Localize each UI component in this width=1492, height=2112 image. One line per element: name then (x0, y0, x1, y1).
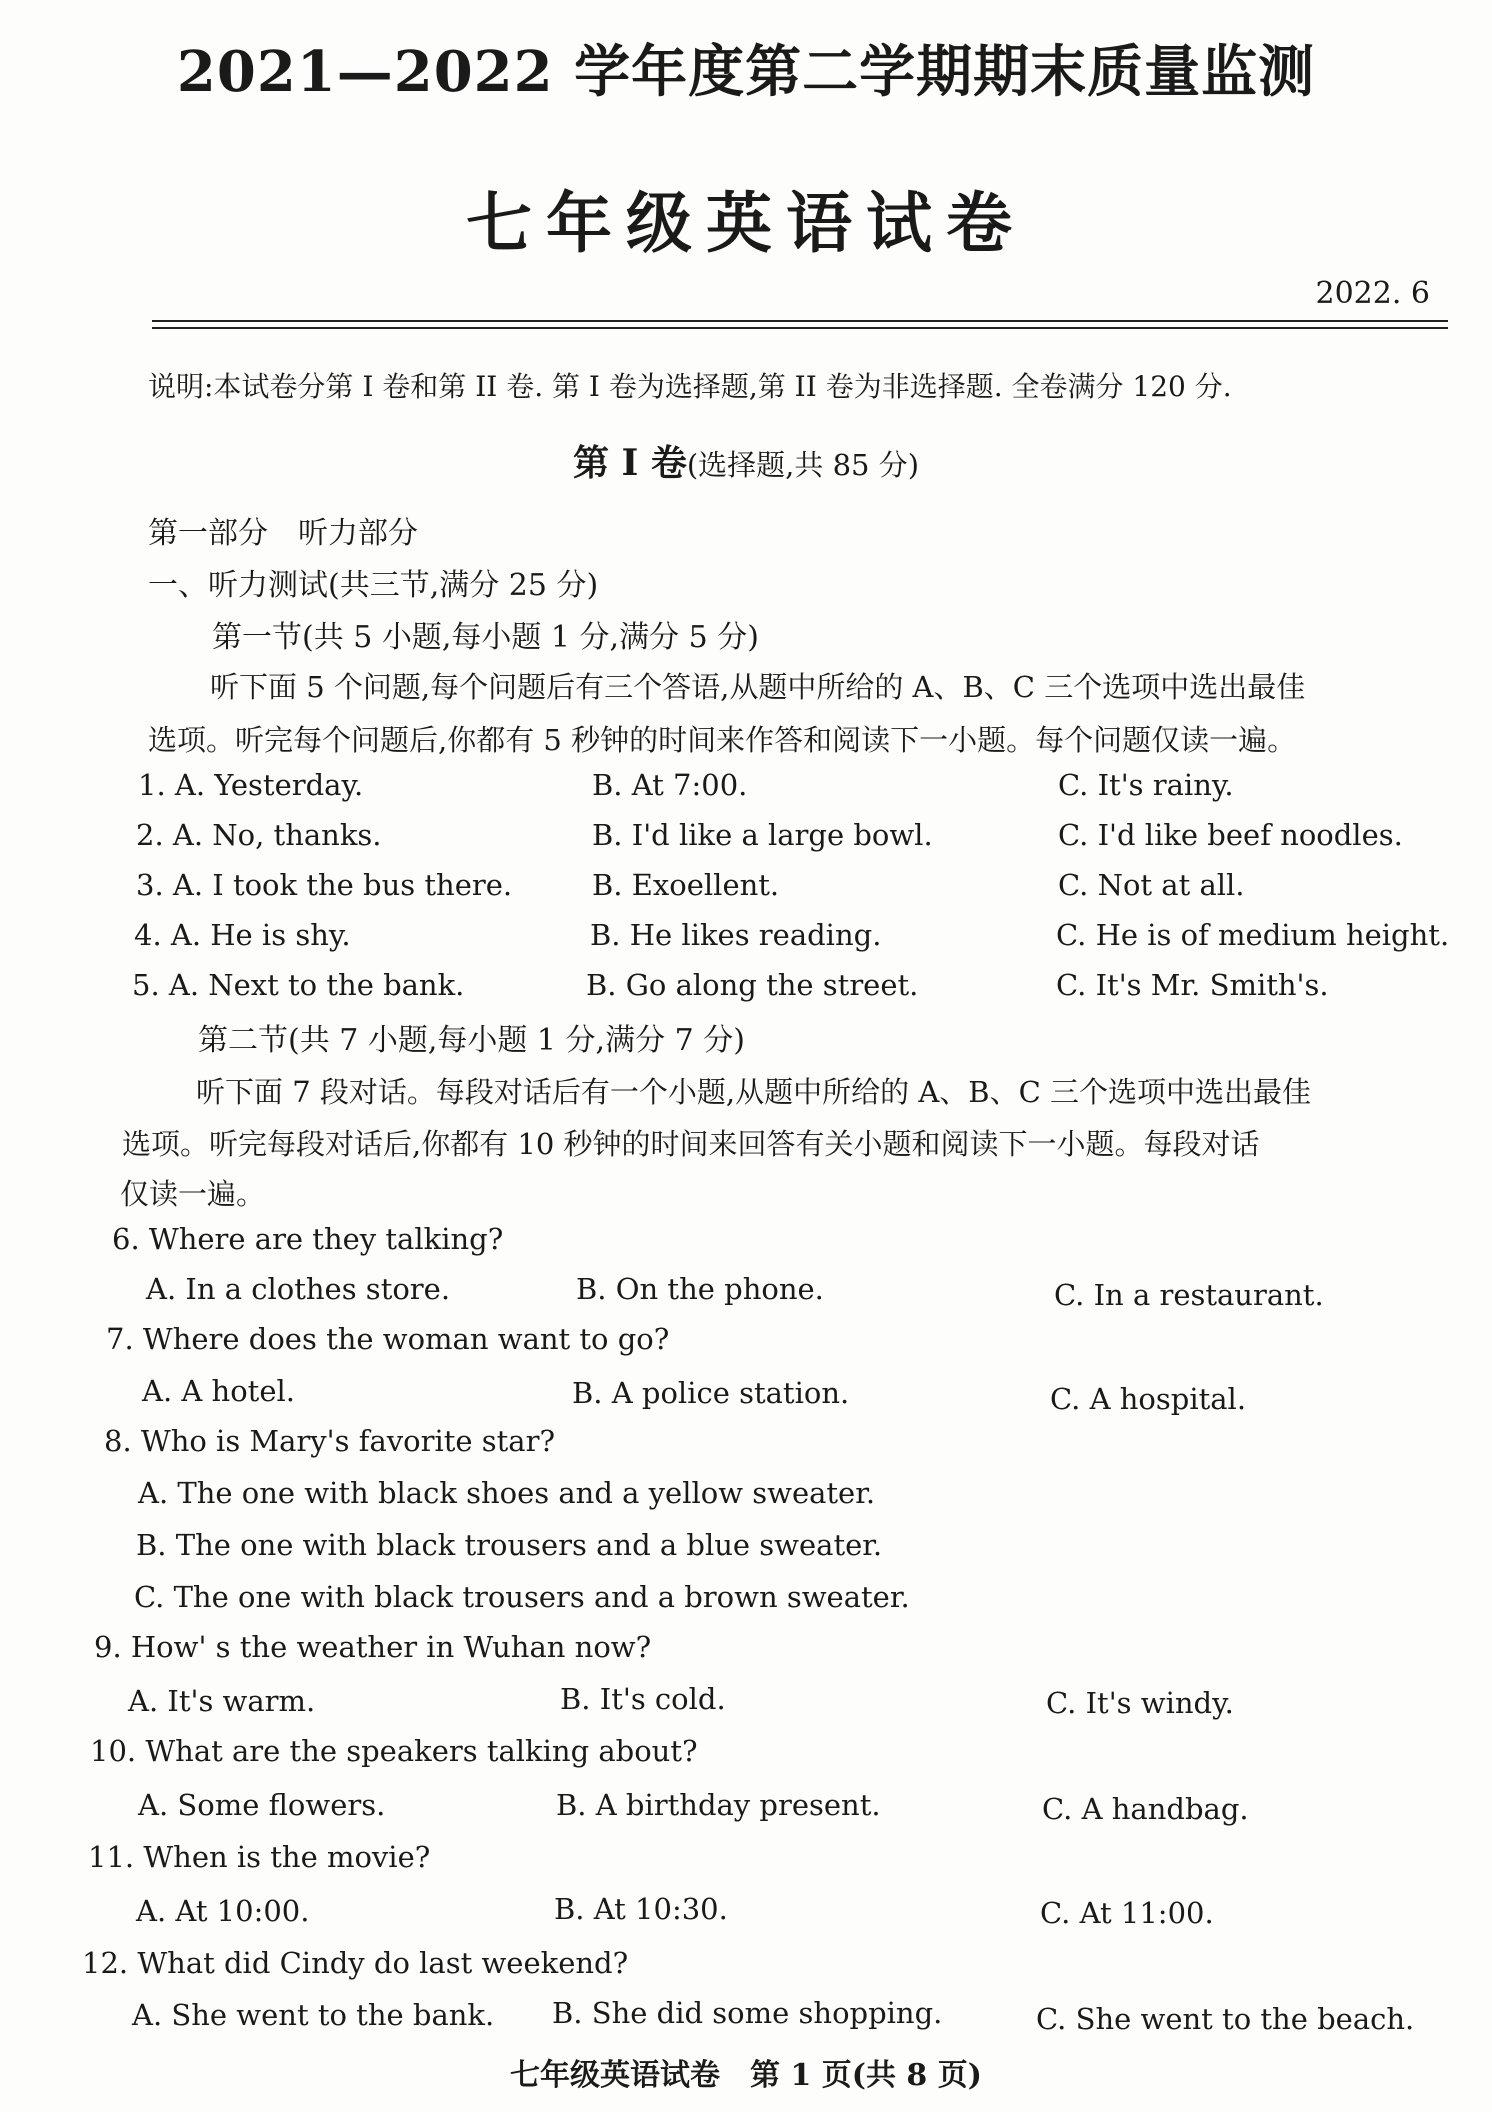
q3-option-a: 3. A. I took the bus there. (136, 868, 513, 902)
q10-option-b: B. A birthday present. (556, 1788, 881, 1822)
header-rule-top (152, 320, 1448, 322)
q2-option-a: 2. A. No, thanks. (136, 818, 382, 852)
header-rule-bottom (152, 327, 1448, 329)
q7-option-a: A. A hotel. (142, 1374, 295, 1408)
section-title: 第 I 卷 (572, 442, 687, 484)
exam-date: 2022. 6 (1315, 276, 1430, 311)
instructions: 说明:本试卷分第 I 卷和第 II 卷. 第 I 卷为选择题,第 II 卷为非选择题. 全卷满分 120 分. (148, 370, 1232, 403)
q8-option-c: C. The one with black trousers and a brown sweater. (134, 1580, 910, 1614)
q1-option-b: B. At 7:00. (592, 768, 748, 802)
q6-question: 6. Where are they talking? (112, 1222, 504, 1256)
q4-option-b: B. He likes reading. (590, 918, 882, 952)
q1-option-c: C. It's rainy. (1058, 768, 1234, 802)
q12-question: 12. What did Cindy do last weekend? (82, 1946, 629, 1980)
q8-option-b: B. The one with black trousers and a blue sweater. (136, 1528, 883, 1562)
q9-option-a: A. It's warm. (128, 1684, 316, 1718)
q10-option-c: C. A handbag. (1042, 1792, 1249, 1826)
section2-title: 第二节(共 7 小题,每小题 1 分,满分 7 分) (198, 1023, 745, 1058)
q7-option-c: C. A hospital. (1050, 1382, 1247, 1416)
exam-subtitle: 七年级英语试卷 (466, 184, 1026, 262)
section1-instruction-line2: 选项。听完每个问题后,你都有 5 秒钟的时间来作答和阅读下一小题。每个问题仅读一遍。 (148, 723, 1297, 757)
exam-title: 2021—2022 学年度第二学期期末质量监测 (176, 39, 1316, 105)
q9-option-b: B. It's cold. (560, 1682, 726, 1716)
q1-option-a: 1. A. Yesterday. (138, 768, 364, 802)
section1-instruction-line1: 听下面 5 个问题,每个问题后有三个答语,从题中所给的 A、B、C 三个选项中选出最佳 (210, 670, 1306, 704)
q5-option-c: C. It's Mr. Smith's. (1056, 968, 1329, 1002)
section-heading (0, 435, 1492, 486)
q3-option-b: B. Exoellent. (592, 868, 780, 902)
q3-option-c: C. Not at all. (1058, 868, 1245, 902)
section2-instruction-line3: 仅读一遍。 (120, 1177, 266, 1211)
section-note: (选择题,共 85 分) (686, 448, 920, 482)
q12-option-a: A. She went to the bank. (132, 1998, 495, 2032)
section1-title: 第一节(共 5 小题,每小题 1 分,满分 5 分) (212, 620, 759, 655)
section2-instruction-line1: 听下面 7 段对话。每段对话后有一个小题,从题中所给的 A、B、C 三个选项中选出最佳 (196, 1075, 1311, 1109)
q12-option-b: B. She did some shopping. (552, 1996, 943, 2030)
q6-option-c: C. In a restaurant. (1054, 1278, 1324, 1312)
q7-question: 7. Where does the woman want to go? (106, 1322, 670, 1356)
part-one-title: 第一部分 听力部分 (148, 516, 418, 551)
listening-title: 一、听力测试(共三节,满分 25 分) (148, 568, 599, 603)
q4-option-c: C. He is of medium height. (1056, 918, 1450, 952)
q11-option-b: B. At 10:30. (554, 1892, 728, 1926)
q11-option-c: C. At 11:00. (1040, 1896, 1214, 1930)
q8-option-a: A. The one with black shoes and a yellow sweater. (138, 1476, 876, 1510)
q11-question: 11. When is the movie? (88, 1840, 431, 1874)
q10-option-a: A. Some flowers. (138, 1788, 386, 1822)
q11-option-a: A. At 10:00. (136, 1894, 310, 1928)
q6-option-a: A. In a clothes store. (146, 1272, 451, 1306)
q6-option-b: B. On the phone. (576, 1272, 824, 1306)
q2-option-c: C. I'd like beef noodles. (1058, 818, 1403, 852)
section2-instruction-line2: 选项。听完每段对话后,你都有 10 秒钟的时间来回答有关小题和阅读下一小题。每段对话 (122, 1127, 1260, 1161)
q8-question: 8. Who is Mary's favorite star? (104, 1424, 556, 1458)
q4-option-a: 4. A. He is shy. (134, 918, 351, 952)
q7-option-b: B. A police station. (572, 1376, 850, 1410)
q9-option-c: C. It's windy. (1046, 1686, 1234, 1720)
q10-question: 10. What are the speakers talking about? (90, 1734, 698, 1768)
q5-option-a: 5. A. Next to the bank. (132, 968, 465, 1002)
page-footer: 七年级英语试卷 第 1 页(共 8 页) (510, 2058, 982, 2093)
q5-option-b: B. Go along the street. (586, 968, 919, 1002)
q12-option-c: C. She went to the beach. (1036, 2002, 1415, 2036)
q2-option-b: B. I'd like a large bowl. (592, 818, 933, 852)
q9-question: 9. How' s the weather in Wuhan now? (94, 1630, 652, 1664)
